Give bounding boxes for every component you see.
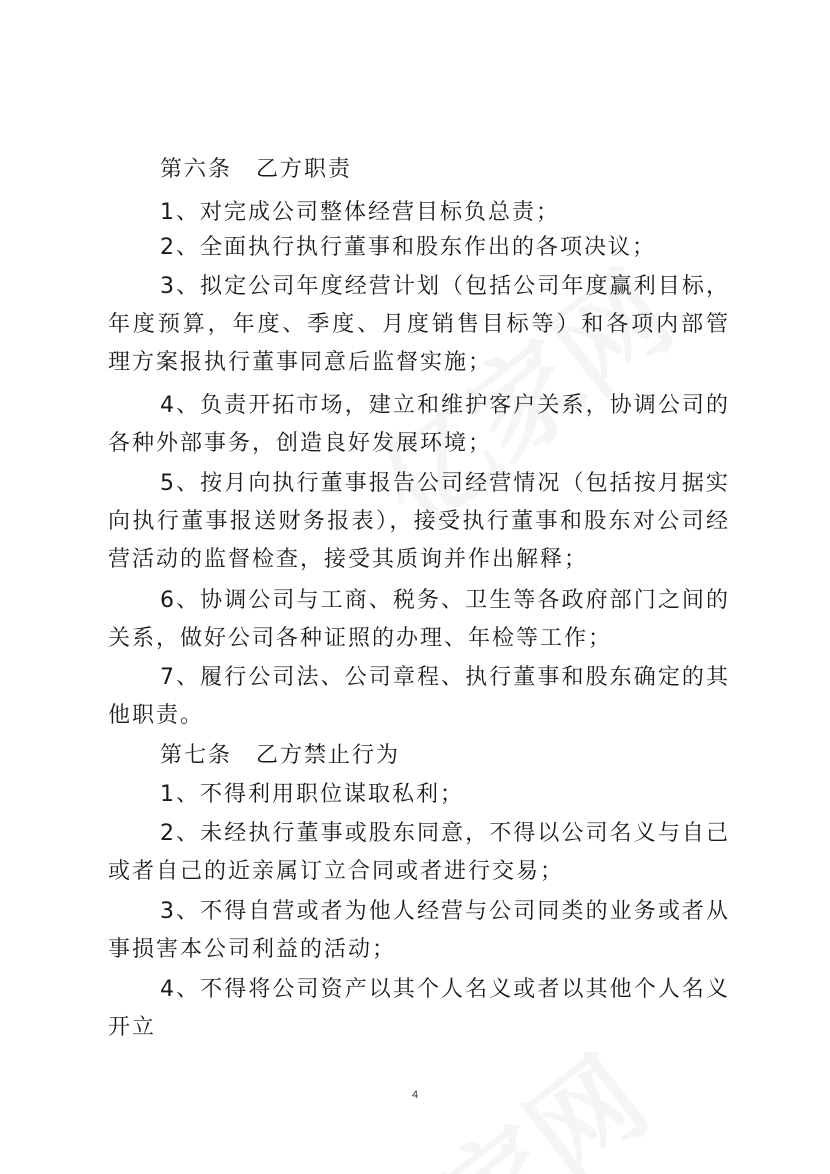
clause-7-1: 1、不得利用职位谋取私利； [160,782,464,807]
clause-6-4: 4、负责开拓市场，建立和维护客户关系，协调公司的各种外部事务，创造良好发展环境； [108,393,730,456]
clause-6-7: 7、履行公司法、公司章程、执行董事和股东确定的其他职责。 [108,665,730,728]
section-heading-article-6: 第六条 乙方职责 [160,157,353,182]
clause-6-6: 6、协调公司与工商、税务、卫生等各政府部门之间的关系，做好公司各种证照的办理、年检等工作； [108,588,730,651]
section-heading-article-7: 第七条 乙方禁止行为 [160,743,401,768]
clause-7-3: 3、不得自营或者为他人经营与公司同类的业务或者从事损害本公司利益的活动； [108,899,730,962]
clause-6-3: 3、拟定公司年度经营计划（包括公司年度赢利目标，年度预算，年度、季度、月度销售目标等）和各项内部管理方案报执行董事同意后监督实施； [108,274,730,375]
clause-7-2: 2、未经执行董事或股东同意，不得以公司名义与自己或者自己的近亲属订立合同或者进行交易； [108,821,730,884]
clause-7-4: 4、不得将公司资产以其个人名义或者以其他个人名义开立 [108,977,730,1040]
clause-6-1: 1、对完成公司整体经营目标负总责； [160,200,560,225]
page-number: 4 [411,1089,419,1101]
clause-6-5: 5、按月向执行董事报告公司经营情况（包括按月据实向执行董事报送财务报表），接受执行董事和股东对公司经营活动的监督检查，接受其质询并作出解释； [108,471,730,572]
clause-6-2: 2、全面执行执行董事和股东作出的各项决议； [160,235,656,260]
